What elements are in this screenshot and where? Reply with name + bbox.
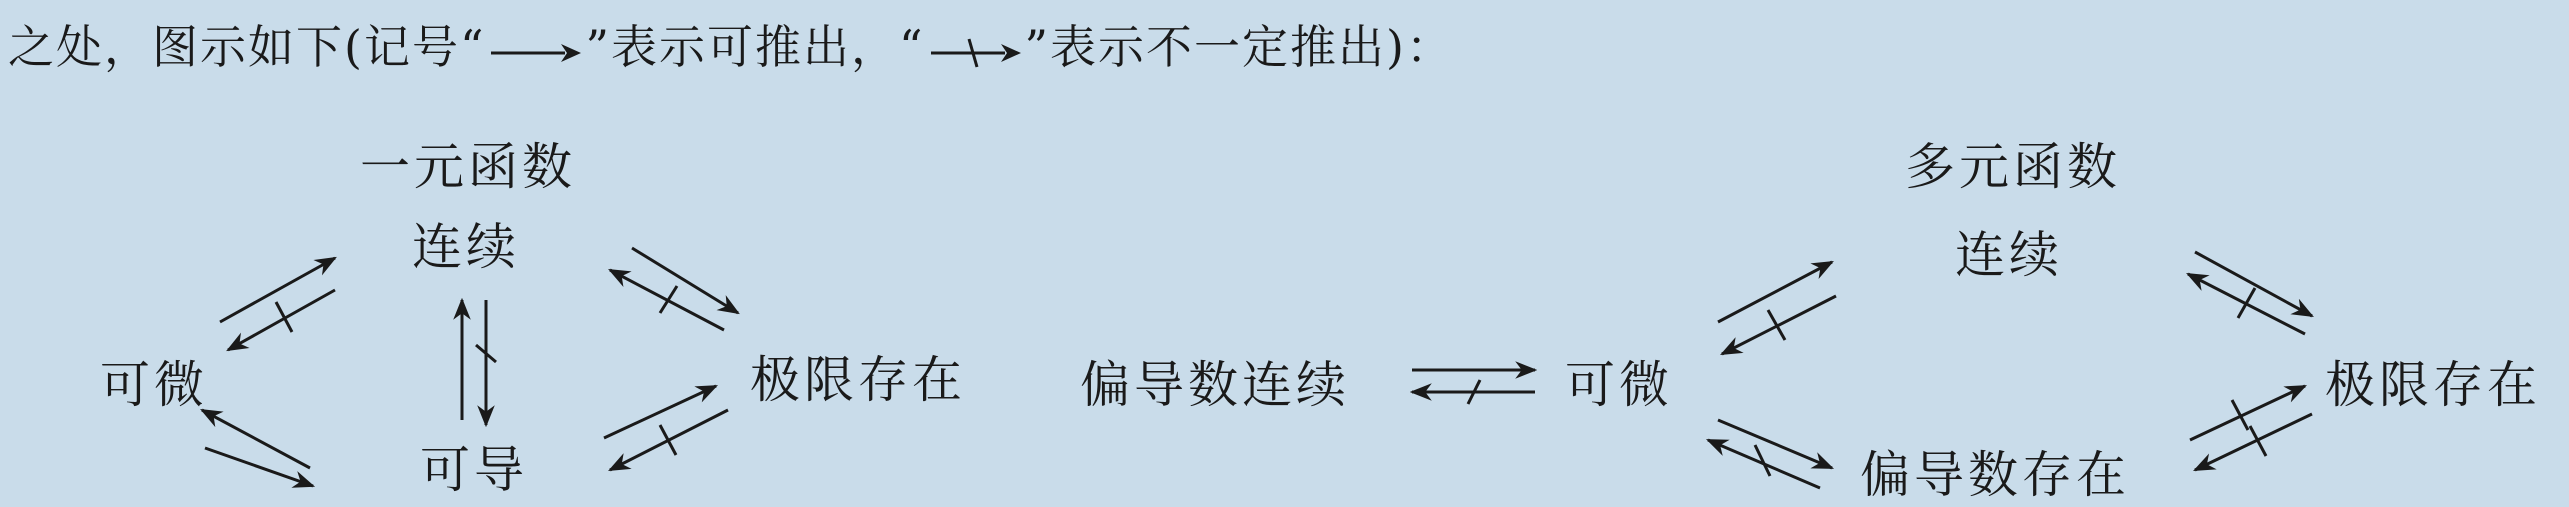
left-arrow-limit-to-derivable-not	[610, 410, 728, 470]
right-node-continuous: 连续	[1955, 226, 2063, 284]
right-arrow-differentiable-to-partial-exists	[1718, 420, 1832, 468]
intro-prefix: 之处，图示如下(记号“	[8, 20, 486, 74]
intro-suffix: ”表示不一定推出)：	[1024, 20, 1454, 74]
right-arrow-continuous-to-differentiable-not	[1722, 296, 1836, 354]
left-arrow-limit-to-continuous-not	[610, 270, 724, 330]
left-arrow-continuous-to-differentiable-not	[228, 290, 335, 350]
right-arrow-limit-to-partial-exists-not	[2195, 414, 2312, 470]
left-node-limit-exists: 极限存在	[750, 351, 966, 409]
right-node-limit-exists: 极限存在	[2325, 356, 2541, 414]
right-arrow-differentiable-to-partial-continuous-not	[1412, 380, 1535, 404]
right-title: 多元函数	[1905, 138, 2121, 196]
right-arrow-partial-exists-to-limit-not	[2190, 386, 2305, 440]
left-arrow-continuous-to-derivable-not	[476, 300, 496, 425]
right-arrow-differentiable-to-continuous	[1718, 262, 1832, 322]
left-arrow-continuous-to-limit	[632, 248, 738, 313]
left-node-derivable: 可导	[420, 441, 528, 499]
left-node-differentiable: 可微	[100, 356, 208, 414]
left-arrow-derivable-to-limit	[604, 386, 716, 438]
right-node-partial-continuous: 偏导数连续	[1080, 356, 1350, 414]
right-node-differentiable: 可微	[1565, 356, 1673, 414]
left-title: 一元函数	[360, 138, 576, 196]
left-node-continuous: 连续	[412, 218, 520, 276]
intro-middle: ”表示可推出，“	[585, 20, 925, 74]
right-arrow-partial-exists-to-differentiable-not	[1708, 440, 1820, 488]
right-node-partial-exists: 偏导数存在	[1860, 446, 2130, 504]
left-arrow-differentiable-to-continuous	[220, 258, 335, 322]
left-arrow-derivable-to-differentiable	[202, 410, 310, 468]
left-arrow-differentiable-to-derivable	[205, 448, 313, 486]
